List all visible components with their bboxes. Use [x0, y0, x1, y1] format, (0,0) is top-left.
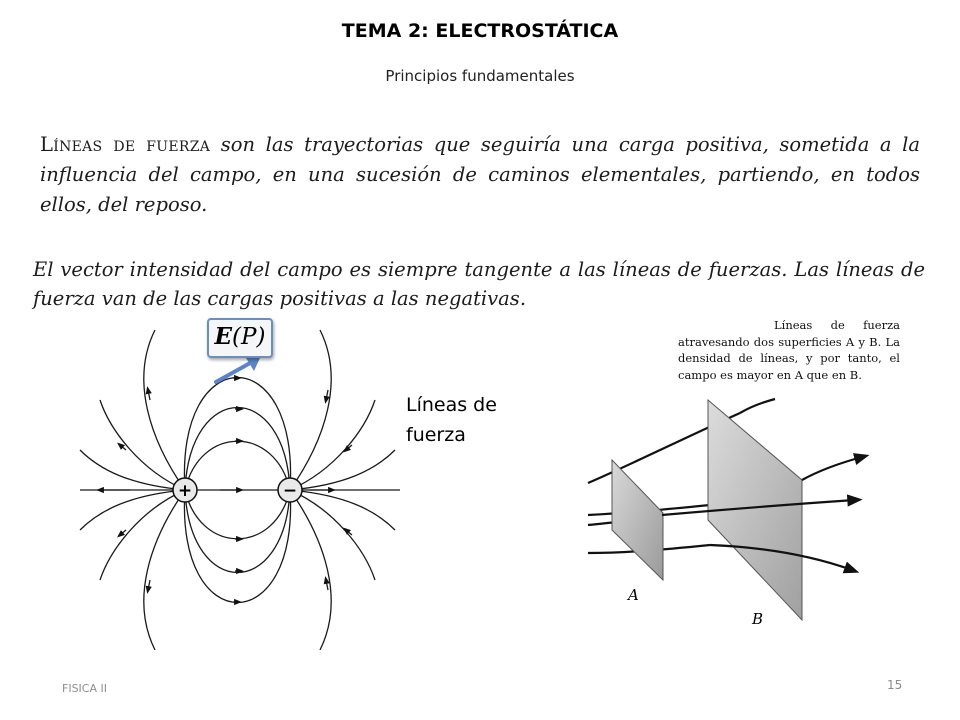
surfaces-flux-diagram — [580, 395, 870, 635]
definition-term: Líneas de fuerza — [40, 133, 211, 156]
surface-b-label: B — [752, 610, 764, 628]
slide-subtitle: Principios fundamentales — [385, 67, 575, 85]
page-number: 15 — [887, 678, 903, 692]
field-vector-argument: (P) — [232, 324, 266, 350]
field-vector-label — [207, 318, 273, 358]
slide-title: TEMA 2: ELECTROSTÁTICA — [341, 20, 619, 42]
surfaces-caption: Líneas de fuerza atravesando dos superficies A y B. La densidad de líneas, y por tanto, el campo es mayor en A que en B. — [678, 318, 900, 382]
negative-charge-sign: − — [282, 481, 298, 501]
definition-paragraph — [40, 130, 920, 220]
field-lines-label: Líneas de fuerza — [406, 394, 497, 446]
tangent-paragraph: El vector intensidad del campo es siempre tangente a las líneas de fuerzas. Las líneas de fuerza van de las cargas positivas a las negativas. — [33, 258, 925, 310]
field-vector-symbol: E — [214, 323, 233, 350]
definition-body: son las trayectorias que seguiría una carga positiva, sometida a la influencia del campo, en una sucesión de caminos elementales, partiendo, en todos ellos, del reposo. — [40, 133, 920, 216]
surface-a-label: A — [628, 586, 639, 604]
footer-course: FISICA II — [62, 682, 107, 695]
positive-charge-sign: + — [177, 481, 193, 501]
